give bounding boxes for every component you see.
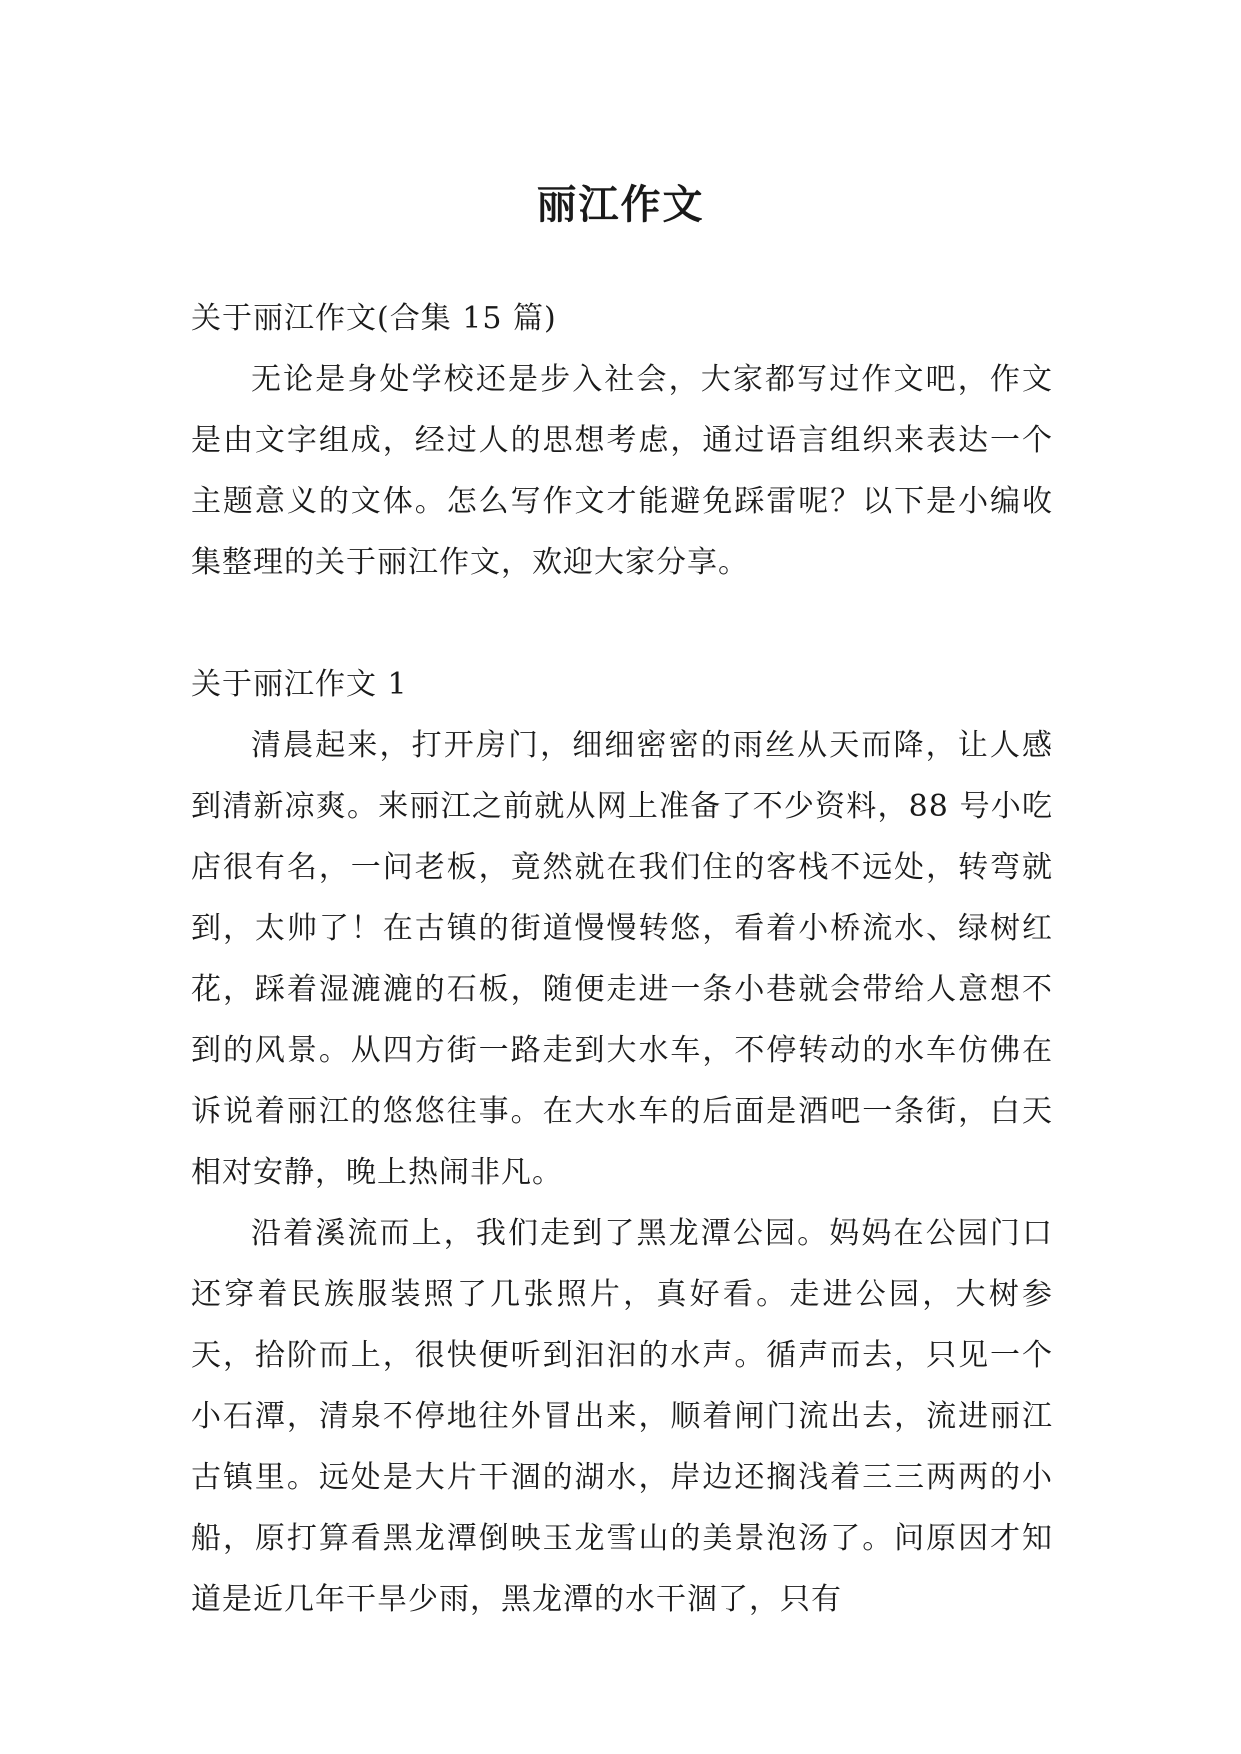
section-heading: 关于丽江作文 1 xyxy=(191,667,408,702)
body-paragraph: 清晨起来，打开房门，细细密密的雨丝从天而降，让人感到清新凉爽。来丽江之前就从网上准备了不少资料，88 号小吃店很有名，一问老板，竟然就在我们住的客栈不远处，转弯就到，太帅了！在古镇的街道慢慢转悠，看着小桥流水、绿树红花，踩着湿漉漉的石板，随便走进一条小巷就会带给人意想不到的风景。从四方街一路走到大水车，不停转动的水车仿佛在诉说着丽江的悠悠往事。在大水车的后面是酒吧一条街，白天相对安静，晚上热闹非凡。 xyxy=(191,728,1053,1190)
collection-subtitle: 关于丽江作文(合集 15 篇) xyxy=(191,301,557,336)
section-spacer xyxy=(191,593,1053,654)
document-title: 丽江作文 xyxy=(536,181,705,228)
document-body xyxy=(191,288,1053,1630)
body-paragraph: 沿着溪流而上，我们走到了黑龙潭公园。妈妈在公园门口还穿着民族服装照了几张照片，真好看。走进公园，大树参天，拾阶而上，很快便听到汩汩的水声。循声而去，只见一个小石潭，清泉不停地往外冒出来，顺着闸门流出去，流进丽江古镇里。远处是大片干涸的湖水，岸边还搁浅着三三两两的小船，原打算看黑龙潭倒映玉龙雪山的美景泡汤了。问原因才知道是近几年干旱少雨，黑龙潭的水干涸了，只有 xyxy=(191,1216,1053,1617)
intro-paragraph: 无论是身处学校还是步入社会，大家都写过作文吧，作文是由文字组成，经过人的思想考虑，通过语言组织来表达一个主题意义的文体。怎么写作文才能避免踩雷呢？以下是小编收集整理的关于丽江作文，欢迎大家分享。 xyxy=(191,362,1053,580)
